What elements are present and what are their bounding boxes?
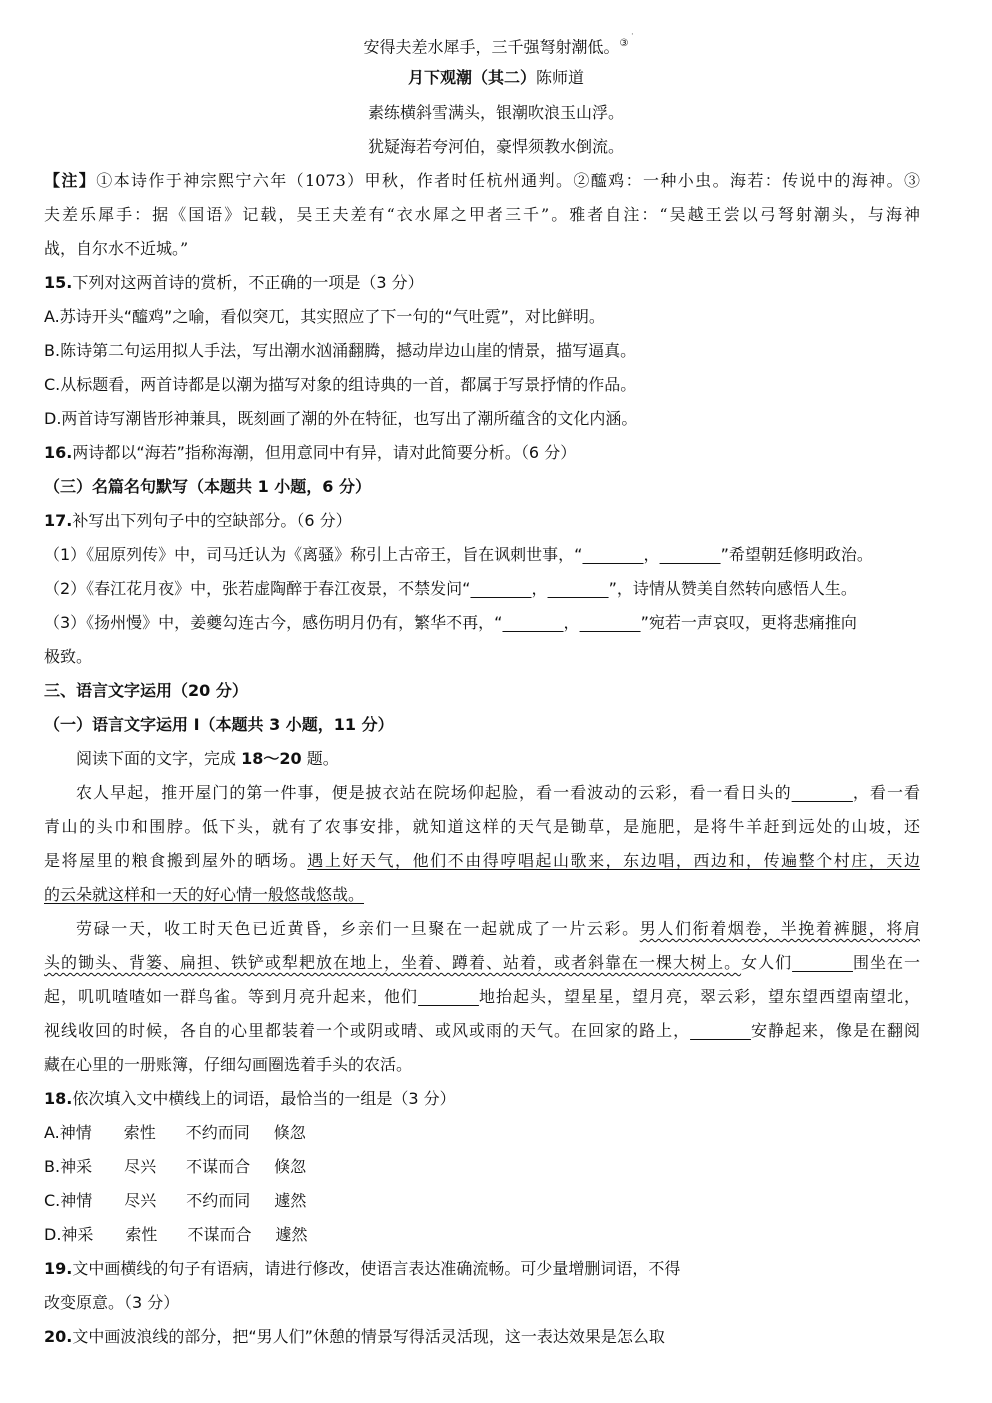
q17-item-2: （2）《春江花月夜》中，张若虚陶醉于春江夜景，不禁发问“ ， ”，诗情从赞美自然转向感悟人生。: [44, 579, 857, 598]
q19-stem: 19.文中画横线的句子有语病，请进行修改，使语言表达准确流畅。可少量增删词语，不得: [44, 1259, 681, 1278]
part3-heading: 三、语言文字运用（20 分）: [44, 681, 248, 700]
q18-option-c: C.神情 尽兴 不约而同 遽然: [44, 1191, 307, 1210]
notes-line-1: 【注】①本诗作于神宗熙宁六年（1073）甲秋，作者时任杭州通判。②醯鸡：一种小虫。海若：传说中的海神。③: [44, 171, 920, 190]
q18-stem: 18.依次填入文中横线上的词语，最恰当的一组是（3 分）: [44, 1089, 456, 1108]
poem1-last-line: 安得夫差水犀手，三千强弩射潮低。③: [363, 37, 629, 57]
q15-stem: 15.下列对这两首诗的赏析，不正确的一项是（3 分）: [44, 273, 424, 292]
passage-p2-line-5: 藏在心里的一册账簿，仔细勾画圈选着手头的农活。: [44, 1055, 413, 1074]
underlined-sentence: 的云朵就这样和一天的好心情一般悠哉悠哉。: [44, 885, 365, 904]
poem2-line-2: 犹疑海若夸河伯，豪悍须教水倒流。: [367, 137, 624, 156]
q15-option-b: B.陈诗第二句运用拟人手法，写出潮水汹涌翻腾，撼动岸边山崖的情景，描写逼真。: [44, 341, 637, 360]
underlined-sentence: 遇上好天气，他们不由得哼唱起山歌来，东边唱，西边和，传遍整个村庄，天边: [307, 851, 920, 870]
fill-blank[interactable]: [792, 953, 853, 972]
passage-p1-line-2: 青山的头巾和围脖。低下头，就有了农事安排，就知道这样的天气是锄草，是施肥，是将牛羊赶到远处的山坡，还: [44, 817, 920, 836]
passage-p1-line-1: 农人早起，推开屋门的第一件事，便是披衣站在院场仰起脸，看一看波动的云彩，看一看日头的 ，看一看: [76, 783, 920, 802]
q15-option-a: A.苏诗开头“醯鸡”之喻，看似突兀，其实照应了下一句的“气吐霓”，对比鲜明。: [44, 307, 605, 326]
q17-item-3: （3）《扬州慢》中，姜夔勾连古今，感伤明月仍有，繁华不再，“ ， ”宛若一声哀叹，更将悲痛推向: [44, 613, 857, 632]
q20-stem: 20.文中画波浪线的部分，把“男人们”休憩的情景写得活灵活现，这一表达效果是怎么取: [44, 1327, 665, 1346]
part3-sub1: （一）语言文字运用 I（本题共 3 小题，11 分）: [44, 715, 394, 734]
poem2-title: 月下观潮（其二）: [407, 68, 536, 87]
q15-option-c: C.从标题看，两首诗都是以潮为描写对象的组诗典的一首，都属于写景抒情的作品。: [44, 375, 637, 394]
q18-option-a: A.神情 索性 不约而同 倏忽: [44, 1123, 306, 1142]
passage-p2-line-2: 头的锄头、背篓、扁担、铁铲或犁耙放在地上，坐着、蹲着、站着，或者斜靠在一棵大树上。女人们 围坐在一: [44, 953, 920, 972]
passage-p2-line-3: 起，叽叽喳喳如一群鸟雀。等到月亮升起来，他们 地抬起头，望星星，望月亮，翠云彩，望东望西望南望北，: [44, 987, 920, 1006]
fill-blank[interactable]: [660, 545, 721, 564]
fill-blank[interactable]: [470, 579, 531, 598]
q15-option-d: D.两首诗写潮皆形神兼具，既刻画了潮的外在特征，也写出了潮所蕴含的文化内涵。: [44, 409, 638, 428]
q17-item-3-cont: 极致。: [44, 647, 93, 666]
fill-blank[interactable]: [582, 545, 643, 564]
notes-line-3: 战，自尔水不近城。”: [44, 239, 189, 258]
q17-stem: 17.补写出下列句子中的空缺部分。（6 分）: [44, 511, 352, 530]
passage-p1-line-3: 是将屋里的粮食搬到屋外的晒场。遇上好天气，他们不由得哼唱起山歌来，东边唱，西边和，传遍整个村庄，天边: [44, 851, 920, 870]
q16-stem: 16.两诗都以“海若”指称海潮，但用意同中有异，请对此简要分析。（6 分）: [44, 443, 577, 462]
wavy-underlined-text: 男人们衔着烟卷，半挽着裤腿，将肩: [639, 919, 920, 938]
reading-instruction: 阅读下面的文字，完成 18～20 题。: [76, 749, 339, 768]
fill-blank[interactable]: [690, 1021, 751, 1040]
fill-blank[interactable]: [418, 987, 479, 1006]
passage-p2-line-1: 劳碌一天，收工时天色已近黄昏，乡亲们一旦聚在一起就成了一片云彩。男人们衔着烟卷，半挽着裤腿，将肩: [76, 919, 920, 938]
notes-label: 【注】: [44, 171, 97, 190]
q18-option-d: D.神采 索性 不谋而合 遽然: [44, 1225, 308, 1244]
poem2-title-line: [0, 67, 992, 89]
poem2-author: 陈师道: [536, 68, 585, 87]
fill-blank[interactable]: [792, 783, 853, 802]
q19-stem-cont: 改变原意。（3 分）: [44, 1293, 180, 1312]
poem2-line-1: 素练横斜雪满头，银潮吹浪玉山浮。: [367, 103, 624, 122]
passage-p2-line-4: 视线收回的时候，各自的心里都装着一个或阴或晴、或风或雨的天气。在回家的路上， 安静起来，像是在翻阅: [44, 1021, 920, 1040]
fill-blank[interactable]: [580, 613, 641, 632]
section3-heading: （三）名篇名句默写（本题共 1 小题，6 分）: [44, 477, 371, 496]
fill-blank[interactable]: [548, 579, 609, 598]
wavy-underlined-text: 头的锄头、背篓、扁担、铁铲或犁耙放在地上，坐着、蹲着、站着，或者斜靠在一棵大树上。: [44, 953, 742, 972]
exam-page: · 安得夫差水犀手，三千强弩射潮低。③ 月下观潮（其二）陈师道 素练横斜雪满头，银潮吹浪玉山浮。 犹疑海若夸河伯，豪悍须教水倒流。 【注】①本诗作于神宗熙宁六年（1073）甲秋，作者时任杭州通判。②醯鸡：一种小虫。海若：传说中的海神。③ 夫差乐犀手：据《国语》记载，吴王夫差有“衣水犀之甲者三千”。雅者自注：“吴越王尝以弓弩射潮头，与海神 战，自尔水不近城。” 15.下列对这两首诗的赏析，不正确的一项是（3 分） A.苏诗开头“醯鸡”之喻，看似突兀，其实照应了下一句的“气吐霓”，对比鲜明。 B.陈诗第二句运用拟人手法，写出潮水汹涌翻腾，撼动岸边山崖的情景，描写逼真。 C.从标题看，两首诗都是以潮为描写对象的组诗典的一首，都属于写景抒情的作品。 D.两首诗写潮皆形神兼具，既刻画了潮的外在特征，也写出了潮所蕴含的文化内涵。 16.两诗都以“海若”指称海潮，但用意同中有异，请对此简要分析。（6 分） （三）名篇名句默写（本题共 1 小题，6 分） 17.补写出下列句子中的空缺部分。（6 分） （1）《屈原列传》中，司马迁认为《离骚》称引上古帝王，旨在讽刺世事，“ ， ”希望朝廷修明政治。 （2）《春江花月夜》中，张若虚陶醉于春江夜景，不禁发问“ ， ”，诗情从赞美自然转向感悟人生。 （3）《扬州慢》中，姜夔勾连古今，感伤明月仍有，繁华不再，“ ， ”宛若一声哀叹，更将悲痛推向 极致。 三、语言文字运用（20 分） （一）语言文字运用 I（本题共 3 小题，11 分） 阅读下面的文字，完成 18～20 题。 农人早起，推开屋门的第一件事，便是披衣站在院场仰起脸，看一看波动的云彩，看一看日头的 ，看一看 青山的头巾和围脖。低下头，就有了农事安排，就知道这样的天气是锄草，是施肥，是将牛羊赶到远处的山坡，还 是将屋里的粮食搬到屋外的晒场。遇上好天气，他们不由得哼唱起山歌来，东边唱，西边和，传遍整个村庄，天边 的云朵就这样和一天的好心情一般悠哉悠哉。 劳碌一天，收工时天色已近黄昏，乡亲们一旦聚在一起就成了一片云彩。男人们衔着烟卷，半挽着裤腿，将肩 头的锄头、背篓、扁担、铁铲或犁耙放在地上，坐着、蹲着、站着，或者斜靠在一棵大树上。女人们 围坐在一 起，叽叽喳喳如一群鸟雀。等到月亮升起来，他们 地抬起头，望星星，望月亮，翠云彩，望东望西望南望北， 视线收回的时候，各自的心里都装着一个或阴或晴、或风或雨的天气。在回家的路上， 安静起来，像是在翻阅 藏在心里的一册账簿，仔细勾画圈选着手头的农活。 18.依次填入文中横线上的词语，最恰当的一组是（3 分） A.神情 索性 不约而同 倏忽 B.神采 尽兴 不谋而合 倏忽 C.神情 尽兴 不约而同 遽然 D.神采 索性 不谋而合 遽然 19.文中画横线的句子有语病，请进行修改，使语言表达准确流畅。可少量增删词语，不得 改变原意。（3 分） 20.文中画波浪线的部分，把“男人们”休憩的情景写得活灵活现，这一表达效果是怎么取: [0, 0, 992, 1403]
fill-blank[interactable]: [502, 613, 563, 632]
q17-item-1: （1）《屈原列传》中，司马迁认为《离骚》称引上古帝王，旨在讽刺世事，“ ， ”希望朝廷修明政治。: [44, 545, 873, 564]
passage-p1-line-4: [44, 884, 364, 906]
footnote-mark: ③: [619, 38, 629, 49]
notes-line-2: 夫差乐犀手：据《国语》记载，吴王夫差有“衣水犀之甲者三千”。雅者自注：“吴越王尝以弓弩射潮头，与海神: [44, 205, 920, 224]
q18-option-b: B.神采 尽兴 不谋而合 倏忽: [44, 1157, 307, 1176]
